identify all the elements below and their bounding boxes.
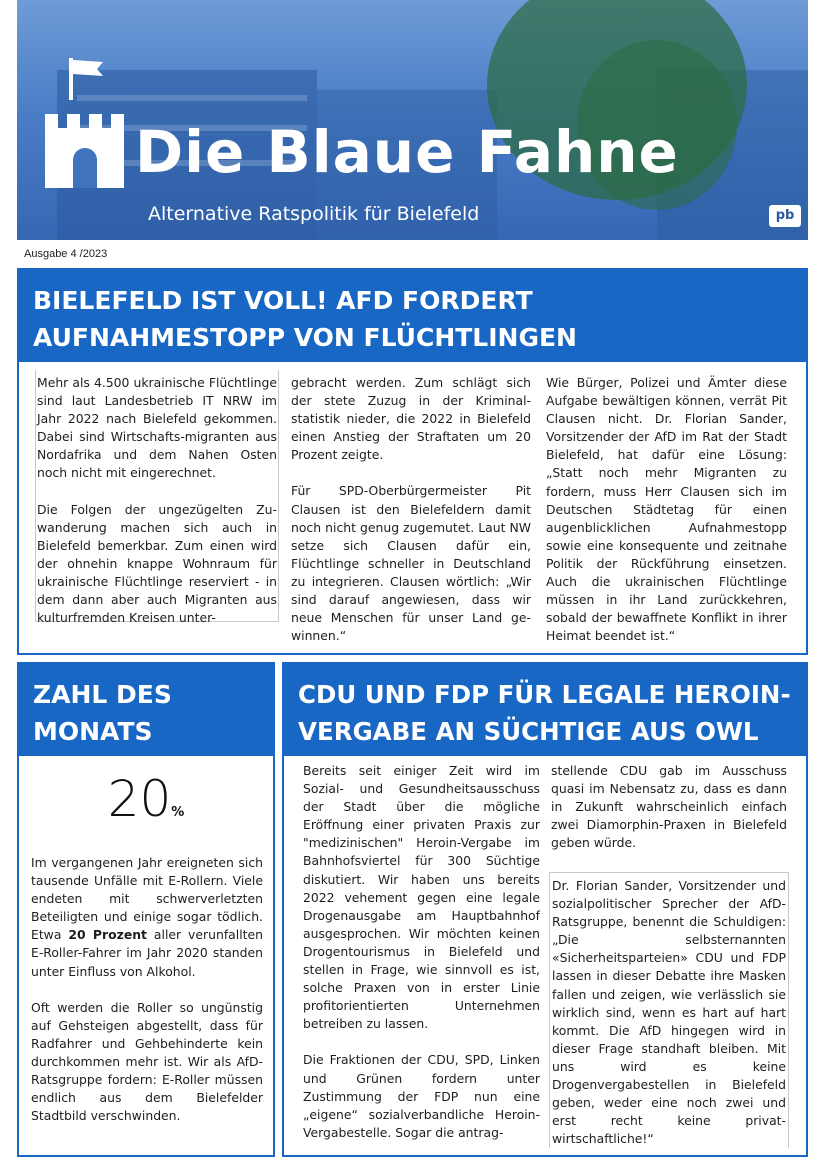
text-run: aller verunfallten E-Roller-Fahrer im Jahr 2020 standen unter Einfluss von Alkohol. [31, 927, 263, 979]
article-headline: BIELEFELD IST VOLL! AFD FORDERT AUFNAHMESTOPP VON FLÜCHTLINGEN [19, 270, 806, 362]
article-column-1 [37, 374, 277, 627]
paragraph: Mehr als 4.500 ukrainische Flüchtlinge sind laut Landesbetrieb IT NRW im Jahr 2022 nach Bielefeld gekommen. Dabei sind Wirtschafts-migranten aus Nordafrika und dem Nahen Osten noch nicht mit eingerechnet. [37, 375, 277, 481]
paragraph: stellende CDU gab im Ausschuss quasi im Nebensatz zu, dass es dann in Zukunft wahrscheinlich einfach zwei Diamorphin-Praxen in Bielefeld geben würde. [551, 763, 787, 851]
masthead-subtitle: Alternative Ratspolitik für Bielefeld [148, 203, 480, 225]
number-of-month-box [17, 662, 275, 1157]
paragraph: Wie Bürger, Polizei und Ämter diese Aufgabe bewältigen können, verrät Pit Clausen nicht. Dr. Florian Sander, Vorsitzender der AfD im Rat der Stadt Bielefeld, hat dafür eine Lösung: „Statt noch mehr Migranten zu fordern, muss Herr Clausen sich im Deutschen Städtetag für einen augenblicklichen Aufnahmestopp sowie eine konsequente und zeitnahe Politik der Rückführung einsetzen. Auch die ukrainischen Flüchtlinge müssen in ihr Land zurückkehren, sobald der bewaffnete Konflikt in ihrer Heimat beendet ist.“ [546, 375, 787, 644]
paragraph: Bereits seit einiger Zeit wird im Sozial- und Gesundheitsausschuss der Stadt über die mögliche Eröffnung einer privaten Praxis zur "medizinischen" Heroin-Vergabe im Bahnhofsviertel für 300 Süchtige diskutiert. Wir haben uns bereits 2022 vehement gegen eine legale Drogenausgabe am Hauptbahnhof ausgesprochen. Wir möchten keinen Drogentourismus in Bielefeld und stellen in Frage, wie sinnvoll es ist, solche Praxen von in erster Linie profitorientierten Unternehmen betreiben zu lassen. [303, 763, 540, 1032]
paragraph: Für SPD-Oberbürgermeister Pit Clausen ist den Bielefeldern damit noch nicht genug zugemutet. Laut NW setze sich Clausen dafür ein, Flüchtlinge schneller in Deutschland zu integrieren. Clausen wörtlich: „Wir sind darauf angewiesen, dass wir neue Menschen für unser Land ge-winnen.“ [291, 483, 531, 644]
paragraph: Die Fraktionen der CDU, SPD, Linken und Grünen fordern unter Zustimmung der FDP nun eine „eigene“ sozialverbandliche Heroin-Vergabestelle. Sogar die antrag- [303, 1052, 540, 1140]
issue-number: Ausgabe 4 /2023 [24, 248, 108, 260]
paragraph: Die Folgen der ungezügelten Zu-wanderung machen sich auch in Bielefeld bemerkbar. Zum einen wird der ohnehin knappe Wohnraum für ukrainische Flüchtlinge reserviert - in dem dann aber auch Migranten aus kulturfremden Kreisen unter- [37, 501, 277, 626]
article-heroin [282, 662, 808, 1157]
article-headline [284, 664, 806, 756]
masthead-title: Die Blaue Fahne [135, 118, 679, 186]
paragraph [31, 854, 263, 981]
headline-line: VERGABE AN SÜCHTIGE AUS OWL [298, 717, 759, 746]
quote-block [552, 877, 786, 1148]
number-of-month-headline [19, 664, 273, 756]
number-unit: % [171, 805, 185, 820]
article-column-3 [546, 374, 787, 645]
big-number [19, 770, 273, 828]
quote: Dr. Florian Sander, Vorsitzender und sozialpolitischer Sprecher der AfD-Ratsgruppe, benennt die Schuldigen: „Die selbsternannten «Sicherheitsparteien» CDU und FDP lassen in dieser Debatte ihre Masken fallen und zeigen, wie verlässlich sie wirklich sind, wenn es hart auf hart kommt. Die AfD hingegen wird in dieser Frage standhaft bleiben. Mit uns wird es keine Drogenvergabestellen in Bielefeld geben, weder eine noch zwei und erst recht keine privat-wirtschaftliche!“ [552, 878, 786, 1147]
sign-pb: pb [769, 205, 801, 227]
article-column-2 [291, 374, 531, 645]
paragraph: Oft werden die Roller so ungünstig auf Gehsteigen abgestellt, dass für Radfahrer und Gehbehinderte kein durchkommen mehr ist. Wir als AfD-Ratsgruppe fordern: E-Roller müssen endlich aus dem Bielefelder Stadtbild verschwinden. [31, 999, 263, 1124]
headline-line: ZAHL DES [33, 680, 172, 709]
number-value: 20 [107, 770, 172, 828]
number-of-month-text [31, 854, 263, 1125]
headline-line: CDU UND FDP FÜR LEGALE HEROIN- [298, 680, 791, 709]
article-refugee-stop [17, 268, 808, 655]
text-run: Im vergangenen Jahr ereigneten sich tausende Unfälle mit E-Rollern. Viele endeten mit schwerverletzten Beteiligten und einige sogar tödlich. Etwa [31, 855, 263, 943]
highlight-figure: 20 Prozent [68, 927, 147, 943]
article-column-2 [551, 762, 787, 852]
masthead-banner [17, 0, 808, 240]
tower-flag-icon [45, 56, 125, 188]
headline-line: MONATS [33, 717, 153, 746]
article-column-1 [303, 762, 540, 1142]
paragraph: gebracht werden. Zum schlägt sich der stete Zuzug in der Kriminal-statistik nieder, die 2022 in Bielefeld einen Anstieg der Straftaten um 20 Prozent zeigte. [291, 375, 531, 463]
